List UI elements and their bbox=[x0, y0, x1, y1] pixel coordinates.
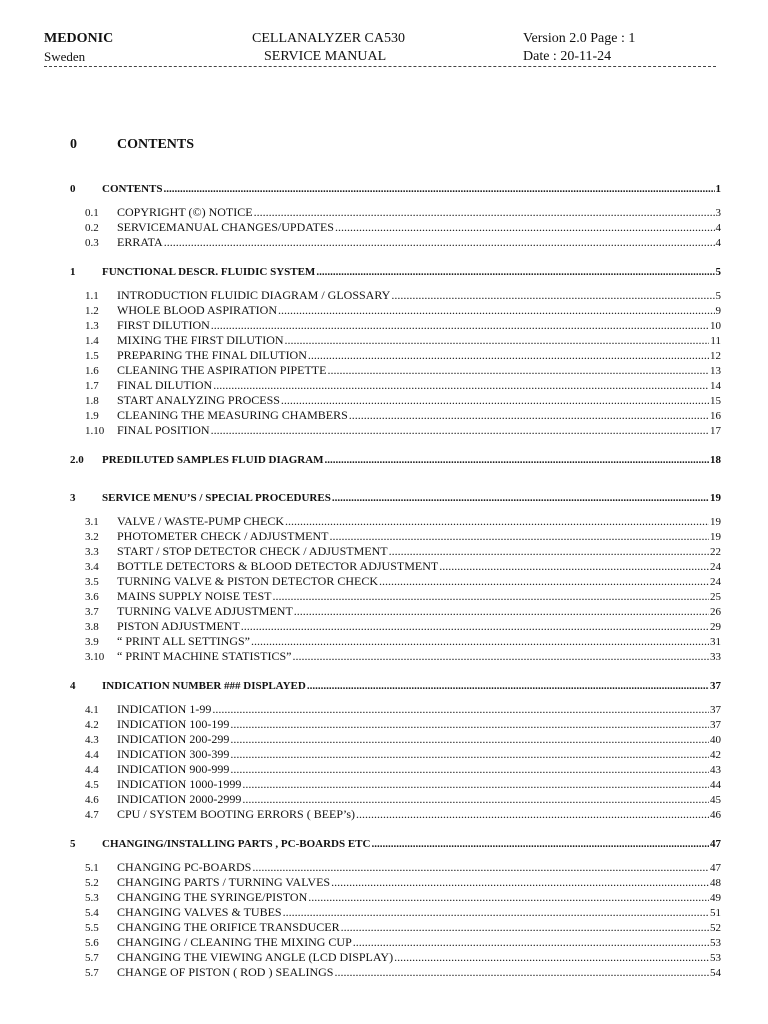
dot-leader bbox=[332, 491, 709, 506]
section-spacer bbox=[70, 822, 721, 833]
toc-subsection-entry[interactable] bbox=[70, 950, 721, 965]
dot-leader bbox=[212, 702, 709, 717]
toc-subsection-entry[interactable] bbox=[70, 559, 721, 574]
toc-subsection-page: 51 bbox=[710, 907, 721, 919]
toc-subsection-number: 1.4 bbox=[85, 335, 99, 347]
toc-subsection-entry[interactable] bbox=[70, 604, 721, 619]
toc-subsection-title: CLEANING THE MEASURING CHAMBERS bbox=[117, 408, 348, 422]
dot-leader bbox=[285, 514, 709, 529]
toc-subsection-title: CHANGING / CLEANING THE MIXING CUP bbox=[117, 935, 352, 949]
toc-subsection-title: PISTON ADJUSTMENT bbox=[117, 619, 240, 633]
dot-leader bbox=[316, 265, 714, 280]
toc-subsection-number: 1.6 bbox=[85, 365, 99, 377]
toc-subsection-page: 3 bbox=[715, 207, 721, 219]
toc-subsection-page: 54 bbox=[710, 967, 721, 979]
toc-subsection-entry[interactable] bbox=[70, 702, 721, 717]
toc-subsection-title: CHANGING PC-BOARDS bbox=[117, 860, 252, 874]
toc-subsection-number: 0.2 bbox=[85, 222, 99, 234]
toc-subsection-entry[interactable] bbox=[70, 423, 721, 438]
toc-subsection-page: 10 bbox=[710, 320, 721, 332]
toc-subsection-page: 4 bbox=[715, 222, 721, 234]
toc-subsection-page: 24 bbox=[710, 561, 721, 573]
dot-leader bbox=[329, 529, 709, 544]
toc-subsection-page: 31 bbox=[710, 636, 721, 648]
toc-subsection-title: CHANGING PARTS / TURNING VALVES bbox=[117, 875, 331, 889]
toc-subsection-entry[interactable] bbox=[70, 529, 721, 544]
dot-leader bbox=[230, 717, 709, 732]
contents-heading bbox=[70, 137, 194, 153]
section-spacer bbox=[70, 664, 721, 675]
toc-subsection-number: 5.4 bbox=[85, 907, 99, 919]
toc-subsection-title: “ PRINT ALL SETTINGS” bbox=[117, 634, 250, 648]
toc-subsection-page: 37 bbox=[710, 719, 721, 731]
toc-subsection-page: 22 bbox=[710, 546, 721, 558]
section-spacer bbox=[70, 250, 721, 261]
toc-section-number: 0 bbox=[70, 183, 76, 195]
toc-subsection-entry[interactable] bbox=[70, 363, 721, 378]
document-date: Date : 20-11-24 bbox=[523, 49, 612, 64]
toc-subsection-title: CHANGING VALVES & TUBES bbox=[117, 905, 282, 919]
toc-subsection-entry[interactable] bbox=[70, 393, 721, 408]
toc-subsection-page: 49 bbox=[710, 892, 721, 904]
toc-subsection-number: 4.4 bbox=[85, 764, 99, 776]
toc-subsection-number: 3.8 bbox=[85, 621, 99, 633]
dot-leader bbox=[325, 453, 709, 468]
toc-subsection-number: 3.2 bbox=[85, 531, 99, 543]
toc-subsection-entry[interactable] bbox=[70, 747, 721, 762]
toc-subsection-number: 1.10 bbox=[85, 425, 105, 437]
toc-section-title: FUNCTIONAL DESCR. FLUIDIC SYSTEM bbox=[102, 266, 316, 278]
dot-leader bbox=[164, 235, 715, 250]
toc-subsection-page: 4 bbox=[715, 237, 721, 249]
toc-section-title: SERVICE MENU’S / SPECIAL PROCEDURES bbox=[102, 492, 331, 504]
toc-section-page: 47 bbox=[710, 838, 721, 850]
section-spacer bbox=[70, 438, 721, 449]
toc-subsection-entry[interactable] bbox=[70, 514, 721, 529]
toc-subsection-title: WHOLE BLOOD ASPIRATION bbox=[117, 303, 277, 317]
toc-subsection-page: 40 bbox=[710, 734, 721, 746]
toc-subsection-title: INDICATION 1-99 bbox=[117, 702, 212, 716]
dot-leader bbox=[211, 318, 709, 333]
toc-section-entry[interactable] bbox=[70, 265, 721, 280]
toc-subsection-number: 5.5 bbox=[85, 922, 99, 934]
toc-subsection-title: MAINS SUPPLY NOISE TEST bbox=[117, 589, 272, 603]
toc-subsection-title: PHOTOMETER CHECK / ADJUSTMENT bbox=[117, 529, 329, 543]
toc-subsection-number: 5.6 bbox=[85, 937, 99, 949]
manual-title: SERVICE MANUAL bbox=[264, 49, 387, 64]
toc-subsection-title: TURNING VALVE & PISTON DETECTOR CHECK bbox=[117, 574, 379, 588]
toc-subsection-title: CHANGE OF PISTON ( ROD ) SEALINGS bbox=[117, 965, 334, 979]
toc-section-page: 19 bbox=[710, 492, 721, 504]
toc-section-title: PREDILUTED SAMPLES FLUID DIAGRAM bbox=[102, 454, 324, 466]
toc-subsection-page: 53 bbox=[710, 952, 721, 964]
section-spacer bbox=[70, 476, 721, 487]
version-page: Version 2.0 Page : 1 bbox=[523, 31, 636, 46]
dot-leader bbox=[211, 423, 709, 438]
toc-subsection-page: 19 bbox=[710, 516, 721, 528]
toc-subsection-title: CHANGING THE ORIFICE TRANSDUCER bbox=[117, 920, 340, 934]
toc-section-number: 5 bbox=[70, 838, 76, 850]
toc-subsection-entry[interactable] bbox=[70, 205, 721, 220]
toc-subsection-title: COPYRIGHT (©) NOTICE bbox=[117, 205, 253, 219]
toc-subsection-title: INTRODUCTION FLUIDIC DIAGRAM / GLOSSARY bbox=[117, 288, 391, 302]
dot-leader bbox=[273, 589, 710, 604]
toc-subsection-title: INDICATION 900-999 bbox=[117, 762, 230, 776]
toc-subsection-page: 53 bbox=[710, 937, 721, 949]
toc-subsection-entry[interactable] bbox=[70, 935, 721, 950]
toc-subsection-entry[interactable] bbox=[70, 333, 721, 348]
toc-subsection-number: 3.6 bbox=[85, 591, 99, 603]
toc-subsection-page: 24 bbox=[710, 576, 721, 588]
toc-section-number: 1 bbox=[70, 266, 76, 278]
header-divider bbox=[44, 66, 716, 67]
dot-leader bbox=[251, 634, 709, 649]
toc-section-number: 2.0 bbox=[70, 454, 84, 466]
toc-subsection-page: 15 bbox=[710, 395, 721, 407]
toc-section-entry[interactable] bbox=[70, 679, 721, 694]
toc-subsection-entry[interactable] bbox=[70, 732, 721, 747]
toc-subsection-title: TURNING VALVE ADJUSTMENT bbox=[117, 604, 293, 618]
dot-leader bbox=[391, 288, 714, 303]
dot-leader bbox=[379, 574, 709, 589]
toc-subsection-entry[interactable] bbox=[70, 303, 721, 318]
dot-leader bbox=[281, 393, 709, 408]
dot-leader bbox=[439, 559, 709, 574]
dot-leader bbox=[394, 950, 709, 965]
toc-subsection-page: 29 bbox=[710, 621, 721, 633]
toc-subsection-title: INDICATION 200-299 bbox=[117, 732, 230, 746]
toc-subsection-title: INDICATION 2000-2999 bbox=[117, 792, 242, 806]
dot-leader bbox=[242, 777, 709, 792]
toc-subsection-title: INDICATION 100-199 bbox=[117, 717, 230, 731]
toc-subsection-page: 16 bbox=[710, 410, 721, 422]
dot-leader bbox=[213, 378, 709, 393]
toc-subsection-entry[interactable] bbox=[70, 574, 721, 589]
toc-subsection-title: MIXING THE FIRST DILUTION bbox=[117, 333, 284, 347]
toc-subsection-number: 3.7 bbox=[85, 606, 99, 618]
dot-leader bbox=[307, 679, 709, 694]
toc-subsection-title: START / STOP DETECTOR CHECK / ADJUSTMENT bbox=[117, 544, 388, 558]
toc-subsection-number: 3.9 bbox=[85, 636, 99, 648]
toc-subsection-entry[interactable] bbox=[70, 905, 721, 920]
toc-subsection-entry[interactable] bbox=[70, 619, 721, 634]
toc-section-title: INDICATION NUMBER ### DISPLAYED bbox=[102, 680, 306, 692]
toc-section-title: CHANGING/INSTALLING PARTS , PC-BOARDS ETC bbox=[102, 838, 371, 850]
toc-subsection-number: 5.1 bbox=[85, 862, 99, 874]
dot-leader bbox=[278, 303, 715, 318]
dot-leader bbox=[230, 732, 709, 747]
dot-leader bbox=[242, 792, 709, 807]
toc-subsection-number: 1.8 bbox=[85, 395, 99, 407]
toc-subsection-number: 4.7 bbox=[85, 809, 99, 821]
toc-subsection-number: 4.5 bbox=[85, 779, 99, 791]
toc-subsection-number: 5.7 bbox=[85, 967, 99, 979]
contents-heading-title: CONTENTS bbox=[117, 137, 195, 152]
toc-subsection-page: 13 bbox=[710, 365, 721, 377]
toc-subsection-number: 4.2 bbox=[85, 719, 99, 731]
company-country: Sweden bbox=[44, 49, 86, 64]
toc-subsection-entry[interactable] bbox=[70, 288, 721, 303]
dot-leader bbox=[353, 935, 709, 950]
toc-subsection-entry[interactable] bbox=[70, 762, 721, 777]
toc-section-title: CONTENTS bbox=[102, 183, 163, 195]
toc-section-page: 1 bbox=[715, 183, 721, 195]
dot-leader bbox=[341, 920, 709, 935]
toc-subsection-title: CLEANING THE ASPIRATION PIPETTE bbox=[117, 363, 327, 377]
toc-section-entry[interactable] bbox=[70, 453, 721, 468]
toc-subsection-page: 44 bbox=[710, 779, 721, 791]
toc-section-number: 3 bbox=[70, 492, 76, 504]
toc-subsection-page: 26 bbox=[710, 606, 721, 618]
toc-section-entry[interactable] bbox=[70, 491, 721, 506]
dot-leader bbox=[335, 220, 715, 235]
toc-subsection-title: BOTTLE DETECTORS & BLOOD DETECTOR ADJUSTMENT bbox=[117, 559, 439, 573]
toc-subsection-number: 3.3 bbox=[85, 546, 99, 558]
dot-leader bbox=[371, 837, 709, 852]
toc-subsection-title: FINAL DILUTION bbox=[117, 378, 213, 392]
toc-subsection-page: 11 bbox=[710, 335, 721, 347]
toc-subsection-title: INDICATION 1000-1999 bbox=[117, 777, 242, 791]
dot-leader bbox=[254, 205, 715, 220]
toc-subsection-number: 5.2 bbox=[85, 877, 99, 889]
toc-subsection-entry[interactable] bbox=[70, 717, 721, 732]
toc-section-number: 4 bbox=[70, 680, 76, 692]
toc-subsection-page: 17 bbox=[710, 425, 721, 437]
toc-subsection-title: START ANALYZING PROCESS bbox=[117, 393, 280, 407]
toc-section-entry[interactable] bbox=[70, 837, 721, 852]
toc-subsection-entry[interactable] bbox=[70, 807, 721, 822]
toc-subsection-entry[interactable] bbox=[70, 777, 721, 792]
toc-subsection-entry[interactable] bbox=[70, 890, 721, 905]
toc-section-entry[interactable] bbox=[70, 182, 721, 197]
dot-leader bbox=[294, 604, 709, 619]
toc-subsection-entry[interactable] bbox=[70, 649, 721, 664]
toc-subsection-title: VALVE / WASTE-PUMP CHECK bbox=[117, 514, 285, 528]
dot-leader bbox=[331, 875, 709, 890]
toc-subsection-title: SERVICEMANUAL CHANGES/UPDATES bbox=[117, 220, 334, 234]
toc-subsection-number: 4.6 bbox=[85, 794, 99, 806]
toc-subsection-page: 14 bbox=[710, 380, 721, 392]
toc-subsection-page: 52 bbox=[710, 922, 721, 934]
dot-leader bbox=[334, 965, 709, 980]
dot-leader bbox=[241, 619, 709, 634]
toc-subsection-page: 47 bbox=[710, 862, 721, 874]
toc-subsection-entry[interactable] bbox=[70, 378, 721, 393]
toc-subsection-number: 3.1 bbox=[85, 516, 99, 528]
toc-subsection-number: 1.5 bbox=[85, 350, 99, 362]
toc-subsection-title: FIRST DILUTION bbox=[117, 318, 210, 332]
toc-subsection-number: 4.1 bbox=[85, 704, 99, 716]
dot-leader bbox=[327, 363, 709, 378]
toc-section-page: 18 bbox=[710, 454, 721, 466]
dot-leader bbox=[230, 762, 709, 777]
toc-subsection-page: 9 bbox=[715, 305, 721, 317]
toc-subsection-number: 1.2 bbox=[85, 305, 99, 317]
toc-subsection-entry[interactable] bbox=[70, 589, 721, 604]
dot-leader bbox=[252, 860, 709, 875]
toc-subsection-number: 3.5 bbox=[85, 576, 99, 588]
toc-subsection-entry[interactable] bbox=[70, 348, 721, 363]
toc-subsection-entry[interactable] bbox=[70, 544, 721, 559]
toc-subsection-page: 12 bbox=[710, 350, 721, 362]
dot-leader bbox=[308, 348, 709, 363]
toc-subsection-number: 5.3 bbox=[85, 892, 99, 904]
toc-subsection-number: 3.4 bbox=[85, 561, 99, 573]
toc-subsection-number: 0.3 bbox=[85, 237, 99, 249]
toc-subsection-entry[interactable] bbox=[70, 792, 721, 807]
toc-subsection-entry[interactable] bbox=[70, 860, 721, 875]
toc-subsection-number: 1.1 bbox=[85, 290, 99, 302]
toc-section-page: 37 bbox=[710, 680, 721, 692]
product-name: CELLANALYZER CA530 bbox=[252, 31, 405, 46]
dot-leader bbox=[230, 747, 709, 762]
toc-subsection-title: CHANGING THE VIEWING ANGLE (LCD DISPLAY) bbox=[117, 950, 394, 964]
toc-subsection-number: 4.3 bbox=[85, 734, 99, 746]
dot-leader bbox=[293, 649, 710, 664]
toc-subsection-entry[interactable] bbox=[70, 875, 721, 890]
toc-subsection-page: 5 bbox=[715, 290, 721, 302]
toc-subsection-number: 1.9 bbox=[85, 410, 99, 422]
toc-subsection-title: PREPARING THE FINAL DILUTION bbox=[117, 348, 307, 362]
toc-subsection-title: CHANGING THE SYRINGE/PISTON bbox=[117, 890, 308, 904]
company-name: MEDONIC bbox=[44, 31, 114, 46]
dot-leader bbox=[389, 544, 709, 559]
toc-subsection-entry[interactable] bbox=[70, 235, 721, 250]
toc-subsection-page: 19 bbox=[710, 531, 721, 543]
dot-leader bbox=[285, 333, 710, 348]
toc-subsection-page: 37 bbox=[710, 704, 721, 716]
toc-subsection-number: 1.7 bbox=[85, 380, 99, 392]
toc-subsection-page: 48 bbox=[710, 877, 721, 889]
dot-leader bbox=[283, 905, 709, 920]
toc-subsection-entry[interactable] bbox=[70, 318, 721, 333]
contents-heading-number: 0 bbox=[70, 137, 77, 152]
dot-leader bbox=[356, 807, 709, 822]
toc-subsection-title: “ PRINT MACHINE STATISTICS” bbox=[117, 649, 292, 663]
toc-subsection-entry[interactable] bbox=[70, 634, 721, 649]
toc-subsection-entry[interactable] bbox=[70, 965, 721, 980]
toc-subsection-entry[interactable] bbox=[70, 220, 721, 235]
toc-section-page: 5 bbox=[715, 266, 721, 278]
toc-subsection-number: 0.1 bbox=[85, 207, 99, 219]
toc-subsection-page: 25 bbox=[710, 591, 721, 603]
toc-subsection-title: CPU / SYSTEM BOOTING ERRORS ( BEEP’s) bbox=[117, 807, 356, 821]
toc-subsection-title: FINAL POSITION bbox=[117, 423, 210, 437]
toc-subsection-entry[interactable] bbox=[70, 920, 721, 935]
dot-leader bbox=[349, 408, 709, 423]
dot-leader bbox=[308, 890, 709, 905]
dot-leader bbox=[164, 182, 715, 197]
table-of-contents bbox=[70, 178, 721, 980]
toc-subsection-number: 3.10 bbox=[85, 651, 105, 663]
toc-subsection-number: 5.7 bbox=[85, 952, 99, 964]
toc-subsection-entry[interactable] bbox=[70, 408, 721, 423]
toc-subsection-page: 46 bbox=[710, 809, 721, 821]
page-header bbox=[0, 0, 768, 82]
toc-subsection-title: ERRATA bbox=[117, 235, 163, 249]
toc-subsection-page: 33 bbox=[710, 651, 721, 663]
toc-subsection-number: 4.4 bbox=[85, 749, 99, 761]
toc-subsection-page: 43 bbox=[710, 764, 721, 776]
toc-subsection-page: 45 bbox=[710, 794, 721, 806]
toc-subsection-title: INDICATION 300-399 bbox=[117, 747, 230, 761]
toc-subsection-number: 1.3 bbox=[85, 320, 99, 332]
toc-subsection-page: 42 bbox=[710, 749, 721, 761]
